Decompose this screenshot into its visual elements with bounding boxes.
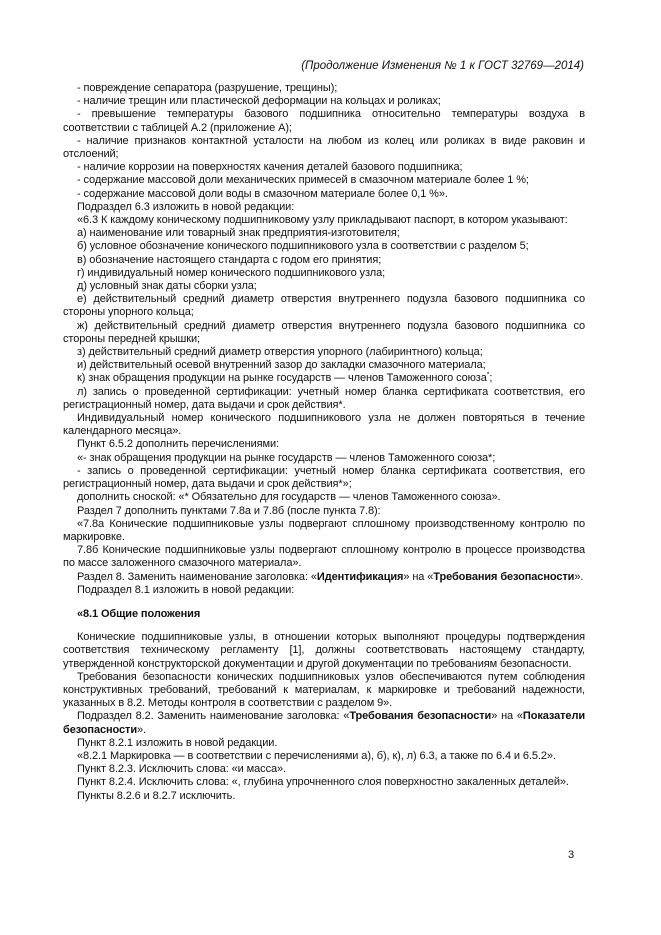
- bold-term: Требования безопасности: [433, 570, 575, 583]
- paragraph: «6.3 К каждому коническому подшипниковому узлу прикладывают паспорт, в котором указывают:: [77, 214, 568, 227]
- paragraph: д) условный знак даты сборки узла;: [77, 280, 257, 293]
- paragraph: л) запись о проведенной сертификации: учетный номер бланка сертификата соответствия, его регистрационный номер, дата выдачи и срок действия*.: [63, 385, 585, 411]
- bold-term: Показатели безопасности: [63, 710, 586, 736]
- paragraph-text: Подраздел 8.2. Заменить наименование заголовка: «: [77, 710, 350, 723]
- paragraph: в) обозначение настоящего стандарта с годом его принятия;: [77, 253, 382, 266]
- paragraph-text: » на «: [491, 710, 523, 723]
- paragraph: Пункт 8.2.3. Исключить слова: «и масса».: [77, 763, 286, 776]
- paragraph: - наличие трещин или пластической деформации на кольцах и роликах;: [77, 95, 441, 108]
- paragraph-tail: ;: [489, 372, 493, 385]
- paragraph: - наличие коррозии на поверхностях качения деталей базового подшипника;: [77, 161, 463, 174]
- paragraph: Пункты 8.2.6 и 8.2.7 исключить.: [77, 789, 236, 802]
- paragraph: Пункт 8.2.4. Исключить слова: «, глубина упрочненного слоя поверхностно закаленных деталей».: [77, 776, 569, 789]
- paragraph: - содержание массовой доли воды в смазочном материале более 0,1 %».: [77, 187, 448, 200]
- paragraph: - наличие признаков контактной усталости на любом из колец или роликах в виде раковин и отслоений;: [63, 134, 585, 161]
- paragraph: Подраздел 8.1 изложить в новой редакции:: [77, 583, 295, 596]
- section-heading-text: «8.1 Общие положения: [77, 607, 201, 620]
- paragraph-tail: ».: [137, 723, 146, 736]
- paragraph-tail: ».: [574, 570, 584, 583]
- paragraph: и) действительный осевой внутренний зазор до закладки смазочного материала;: [77, 359, 486, 372]
- paragraph: - содержание массовой доли механических примесей в смазочном материале более 1 %;: [77, 174, 529, 187]
- paragraph: «8.2.1 Маркировка — в соответствии с перечислениями а), б), к), л) 6.3, а также по 6.4 и 6.5.2».: [77, 749, 556, 762]
- paragraph: з) действительный средний диаметр отверстия упорного (лабиринтного) кольца;: [77, 346, 483, 359]
- paragraph: «7.8а Конические подшипниковые узлы подвергают сплошному производственному контролю по маркировке.: [63, 517, 585, 543]
- paragraph: а) наименование или товарный знак предприятия-изготовителя;: [77, 227, 400, 240]
- section-heading: [63, 608, 585, 621]
- paragraph: Подраздел 6.3 изложить в новой редакции:: [77, 200, 295, 213]
- paragraph-text: Раздел 8. Заменить наименование заголовка: «: [77, 570, 317, 583]
- paragraph: Требования безопасности конических подшипниковых узлов обеспечиваются путем соблюдения конструктивных требований, требований к материалам, к маркировке и требований надежности, указанных в 8.2. Методы контроля в соответствии с разделом 9».: [63, 670, 585, 710]
- paragraph-text: » на «: [403, 570, 434, 583]
- paragraph-text: к) знак обращения продукции на рынке государств — членов Таможенного союза: [77, 372, 487, 385]
- paragraph: Пункт 8.2.1 изложить в новой редакции.: [77, 736, 278, 749]
- paragraph: [63, 571, 585, 584]
- bold-term: Требования безопасности: [349, 710, 492, 723]
- paragraph: ж) действительный средний диаметр отверстия внутреннего подузла базового подшипника со стороны передней крышки;: [63, 319, 585, 345]
- paragraph: дополнить сноской: «* Обязательно для государств — членов Таможенного союза».: [77, 491, 501, 504]
- paragraph: «- знак обращения продукции на рынке государств — членов Таможенного союза*;: [77, 451, 496, 464]
- footnote-mark: *: [486, 371, 490, 379]
- page-number: 3: [568, 849, 575, 861]
- running-header: (Продолжение Изменения № 1 к ГОСТ 32769—2014): [301, 60, 584, 72]
- paragraph: Индивидуальный номер конического подшипникового узла не должен повторяться в течение календарного месяца».: [63, 412, 585, 438]
- paragraph: - повреждение сепаратора (разрушение, трещины);: [77, 82, 338, 94]
- paragraph: е) действительный средний диаметр отверстия внутреннего подузла базового подшипника со стороны упорного кольца;: [63, 293, 585, 319]
- paragraph: Пункт 6.5.2 дополнить перечислениями:: [77, 438, 279, 451]
- paragraph: 7.8б Конические подшипниковые узлы подвергают сплошному контролю в процессе производства по массе заложенного смазочного материала».: [63, 544, 585, 570]
- paragraph: - запись о проведенной сертификации: учетный номер бланка сертификата соответствия, его регистрационный номер, дата выдачи и срок действия*»;: [63, 464, 585, 491]
- paragraph: [63, 372, 585, 385]
- paragraph: Конические подшипниковые узлы, в отношении которых выполняют процедуры подтверждения соответствия техническому регламенту [1], должны соответствовать настоящему стандарту, утвержденной конструкторской документации и другой документации по требованиям безопасности.: [63, 631, 585, 670]
- paragraph: Раздел 7 дополнить пунктами 7.8а и 7.8б (после пункта 7.8):: [77, 504, 381, 517]
- bold-term: Идентификация: [316, 570, 404, 583]
- paragraph: г) индивидуальный номер конического подшипникового узла;: [77, 266, 386, 279]
- paragraph: [63, 710, 585, 736]
- document-body: [63, 82, 585, 803]
- paragraph: б) условное обозначение конического подшипникового узла в соответствии с разделом 5;: [77, 240, 529, 253]
- paragraph: - превышение температуры базового подшипника относительно температуры воздуха в соответствии с таблицей А.2 (приложение А);: [63, 108, 585, 134]
